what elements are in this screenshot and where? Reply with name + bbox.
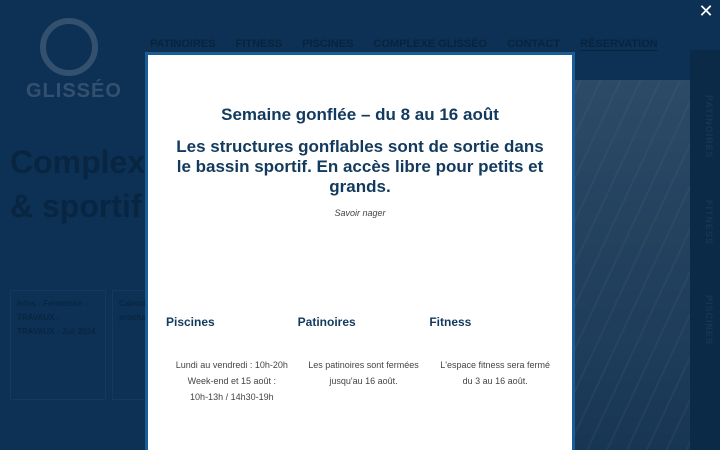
close-button[interactable]: ✕ [698, 1, 714, 21]
column-title: Piscines [166, 315, 215, 329]
column-piscines [166, 315, 298, 405]
announcement-modal [145, 52, 575, 450]
column-body: Les patinoires sont fermées jusqu'au 16 août. [308, 360, 419, 386]
modal-title: Semaine gonflée – du 8 au 16 août [221, 105, 499, 124]
schedule-columns [166, 315, 561, 405]
modal-note: Savoir nager [334, 208, 386, 218]
column-title: Fitness [429, 315, 472, 329]
column-body: Lundi au vendredi : 10h-20h Week-end et 15 août : 10h-13h / 14h30-19h [175, 360, 288, 402]
modal-subtitle: Les structures gonflables sont de sortie dans le bassin sportif. En accès libre pour petits et grands. [176, 137, 544, 196]
column-fitness [429, 315, 561, 405]
column-title: Patinoires [297, 315, 356, 329]
column-body: L'espace fitness sera fermé du 3 au 16 août. [440, 360, 551, 386]
column-patinoires [298, 315, 430, 405]
